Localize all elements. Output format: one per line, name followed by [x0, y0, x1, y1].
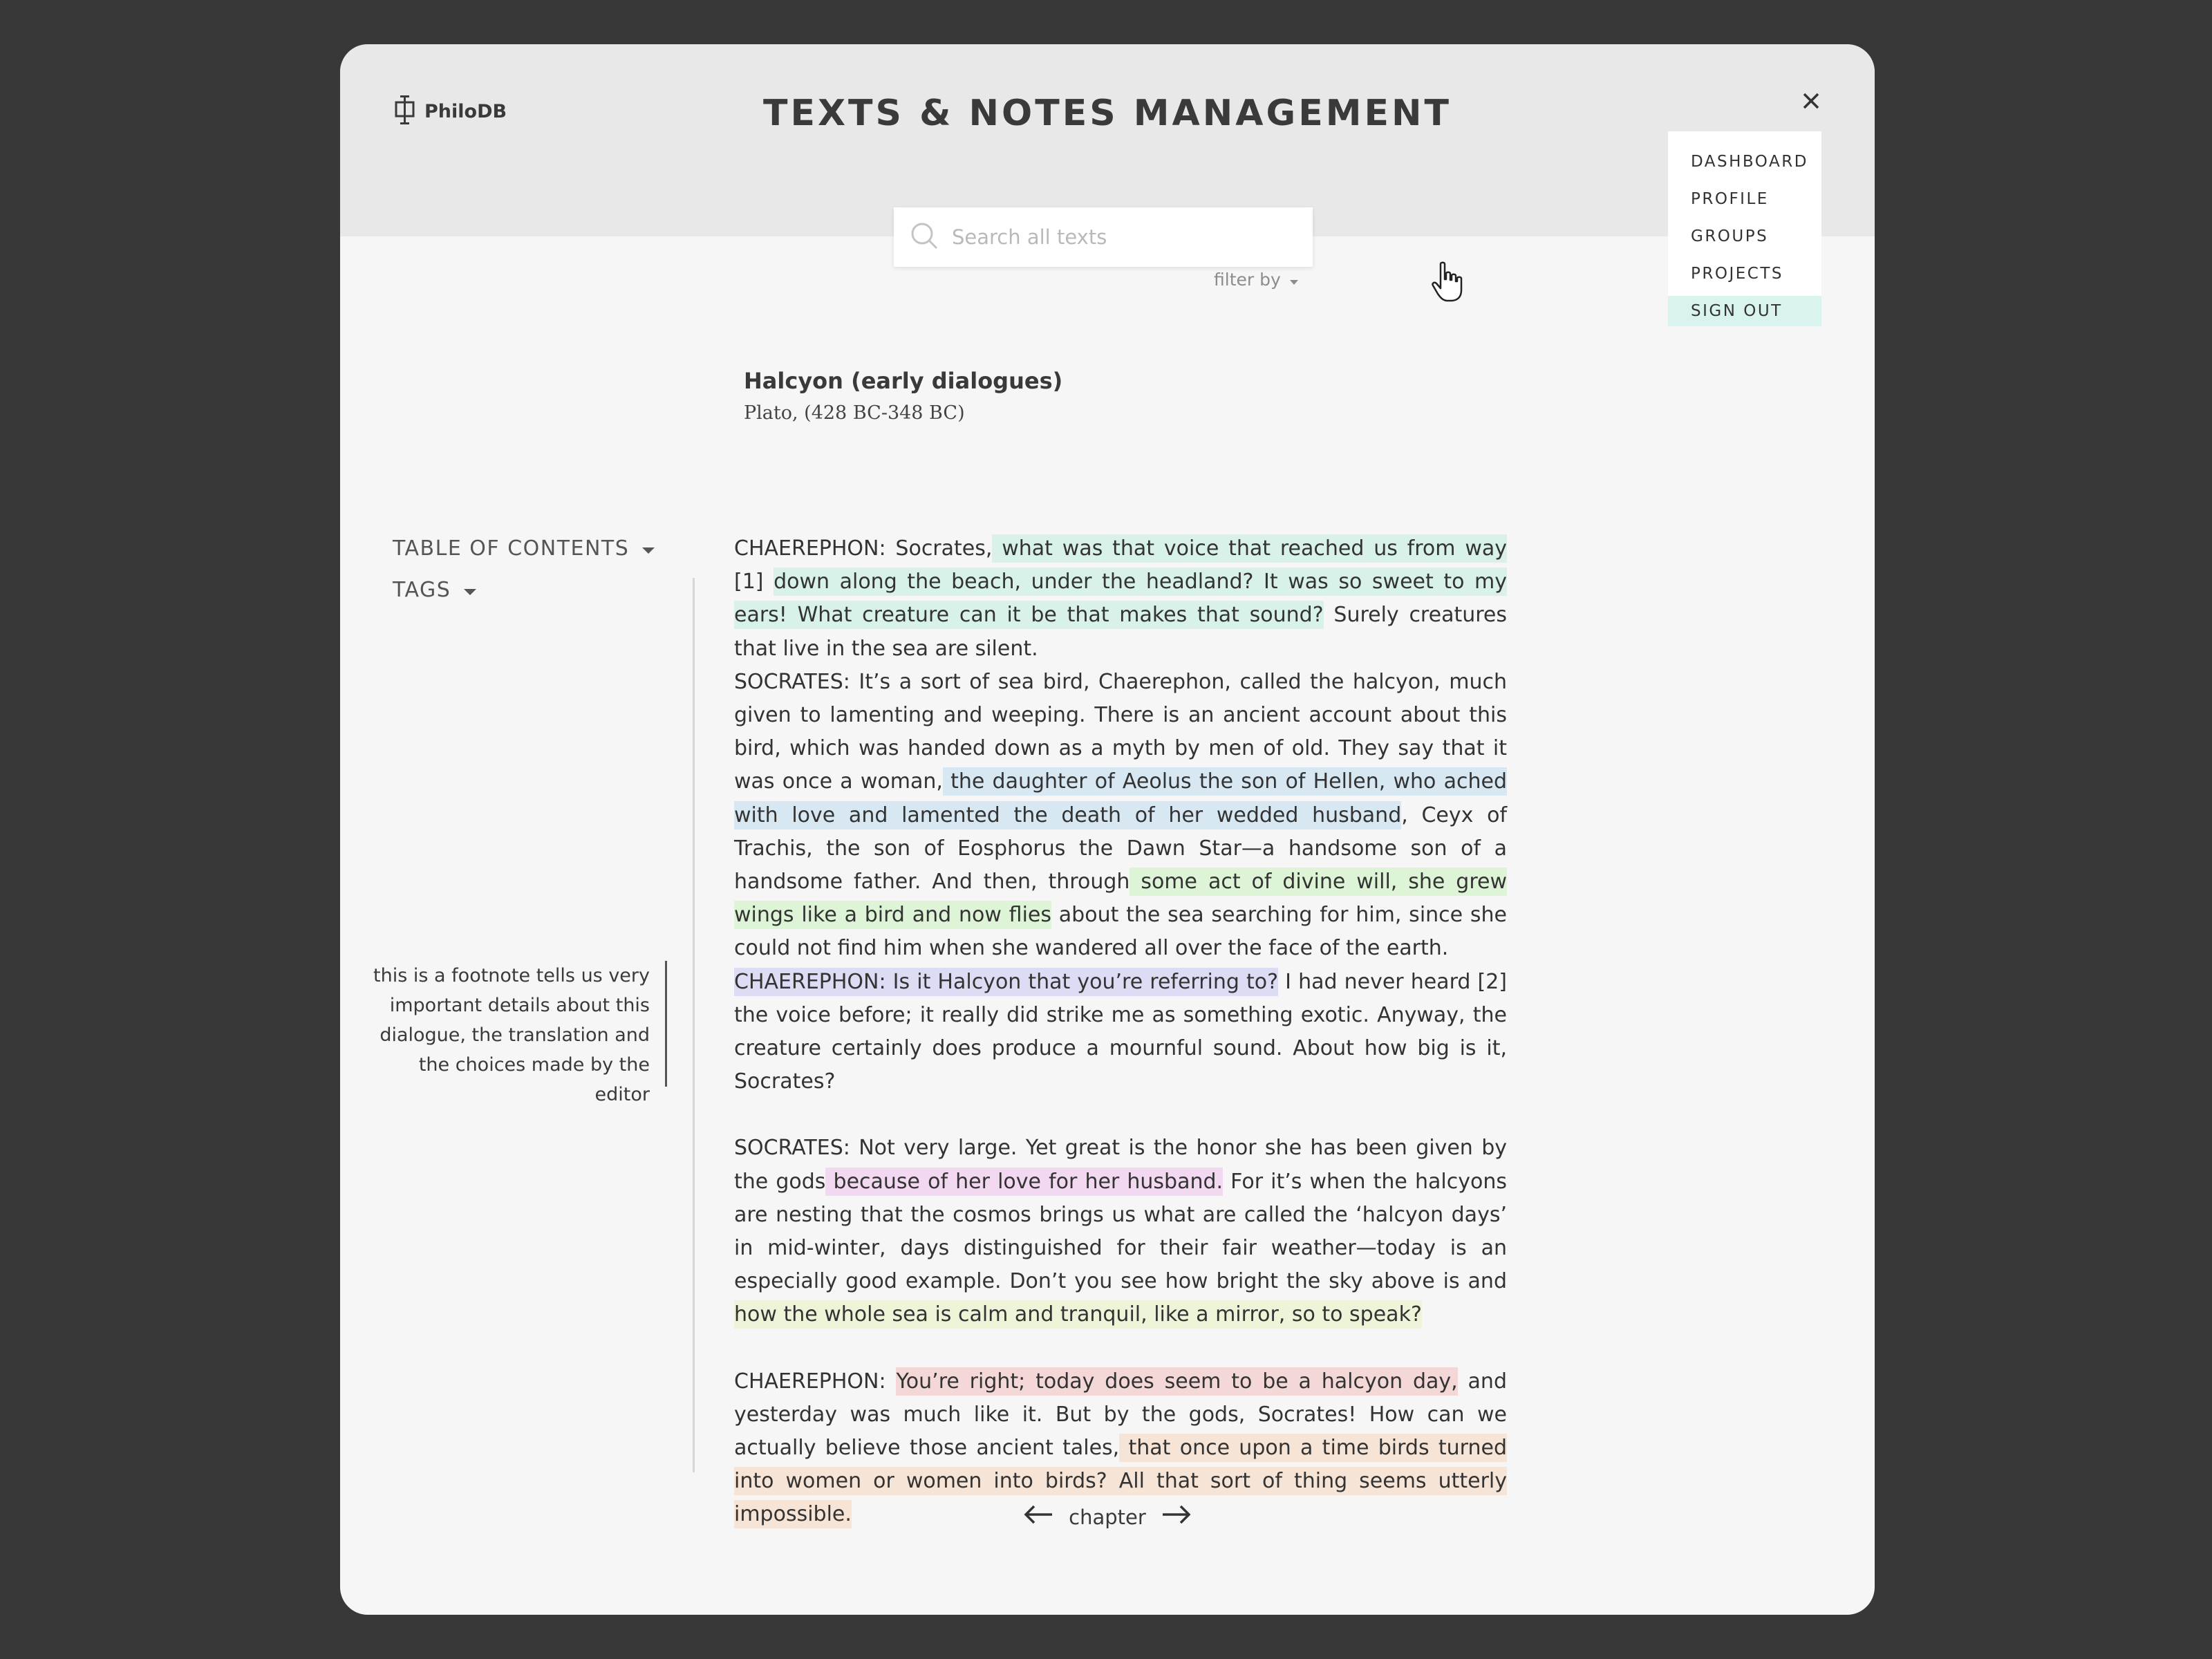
text-span: CHAEREPHON:: [734, 1369, 897, 1394]
text-span: SOCRATES: It’s a sort of sea bird, Chaerephon, called the halcyon, much given to lamenting and weeping. There is an ancient account about this bird, which was handed down as a myth by men of old. They say that it was once a woman,: [734, 669, 1507, 794]
chapter-label: chapter: [1069, 1505, 1146, 1529]
footnote-ref[interactable]: [1]: [734, 570, 774, 594]
filter-label: filter by: [1214, 270, 1281, 290]
highlight-annotation[interactable]: because of her love for her husband.: [825, 1168, 1223, 1196]
user-menu: [1668, 131, 1821, 320]
search-input[interactable]: [950, 225, 1285, 250]
arrow-left-icon: [1023, 1504, 1053, 1530]
close-icon: [1802, 92, 1820, 113]
text-span: I had never heard [2] the voice before; it really did strike me as something exotic. Anyway, the creature certainly does produce a mournful sound. About how big is it, Socrates?: [734, 969, 1507, 1094]
highlight-annotation[interactable]: some act of divine will, she grew wings like a bird and now flies: [734, 868, 1507, 929]
logo-text: PhiloDB: [424, 100, 507, 122]
caret-down-icon: [463, 578, 477, 602]
highlight-annotation[interactable]: down along the beach, under the headland? It was so sweet to my ears! What creature can it be that makes that sound?: [734, 568, 1507, 629]
tags-toggle[interactable]: [393, 578, 477, 602]
menu-item-sign-out[interactable]: SIGN OUT: [1668, 296, 1821, 326]
menu-item-profile[interactable]: PROFILE: [1691, 190, 1769, 208]
next-chapter-button[interactable]: [1161, 1504, 1192, 1530]
previous-chapter-button[interactable]: [1023, 1504, 1053, 1530]
search-box[interactable]: [894, 207, 1313, 267]
highlight-annotation[interactable]: the daughter of Aeolus the son of Hellen, who ached with love and lamented the death of her wedded husband: [734, 767, 1507, 829]
paragraph: [734, 666, 1507, 966]
hand-pointer-icon: [1431, 261, 1464, 303]
arrow-right-icon: [1161, 1504, 1192, 1530]
menu-item-projects[interactable]: PROJECTS: [1691, 265, 1783, 283]
book-title: Halcyon (early dialogues): [744, 368, 1063, 394]
toc-label: TABLE OF CONTENTS: [393, 536, 630, 561]
sidebar-divider: [693, 578, 695, 1472]
highlight-annotation[interactable]: CHAEREPHON: Is it Halcyon that you’re referring to?: [734, 968, 1278, 996]
menu-item-dashboard[interactable]: DASHBOARD: [1691, 153, 1808, 171]
menu-item-groups[interactable]: GROUPS: [1691, 227, 1769, 245]
highlight-annotation[interactable]: You’re right; today does seem to be a halcyon day,: [896, 1367, 1457, 1396]
text-management-modal: [340, 44, 1875, 1615]
text-body: [734, 532, 1507, 1532]
text-span: Surely creatures that live in the sea are silent.: [734, 603, 1507, 661]
text-span: CHAEREPHON: Socrates,: [734, 536, 993, 561]
highlight-annotation[interactable]: how the whole sea is calm and tranquil, like a mirror, so to speak?: [734, 1300, 1422, 1329]
highlight-annotation[interactable]: what was that voice that reached us from way: [992, 534, 1507, 563]
text-span: , Ceyx of Trachis, the son of Eosphorus the Dawn Star—a handsome son of a handsome father. And then, through: [734, 803, 1508, 894]
tags-label: TAGS: [393, 578, 451, 602]
search-icon: [909, 221, 939, 254]
text-span: about the sea searching for him, since she could not find him when she wandered all over the face of the earth.: [734, 903, 1508, 961]
book-author: Plato, (428 BC-348 BC): [744, 402, 965, 424]
paragraph: [734, 532, 1507, 666]
footnote: this is a footnote tells us very important details about this dialogue, the translation and the choices made by the editor: [373, 965, 650, 1105]
table-of-contents-toggle[interactable]: [393, 536, 655, 561]
paragraph: [734, 1132, 1507, 1331]
paragraph: [734, 966, 1507, 1099]
page-title: TEXTS & NOTES MANAGEMENT: [762, 93, 1452, 134]
text-span: and yesterday was much like it. But by the gods, Socrates! How can we actually believe those ancient tales,: [734, 1369, 1507, 1461]
close-button[interactable]: [1797, 88, 1825, 116]
chapter-navigation: [340, 1504, 1875, 1530]
filter-dropdown[interactable]: [1214, 270, 1299, 290]
text-span: For it’s when the halcyons are nesting that the cosmos brings us what are called the ‘halcyon days’ in mid-winter, days distinguished for their fair weather—today is an especially good example. Don’t you see how bright the sky above is and: [734, 1169, 1507, 1294]
text-span: SOCRATES: Not very large. Yet great is the honor she has been given by the gods: [734, 1136, 1507, 1194]
caret-down-icon: [641, 536, 655, 561]
footnote-marker: [665, 961, 667, 1087]
caret-down-icon: [1289, 270, 1299, 290]
highlight-annotation[interactable]: that once upon a time birds turned into women or women into birds? All that sort of thing seems utterly impossible.: [734, 1434, 1507, 1528]
